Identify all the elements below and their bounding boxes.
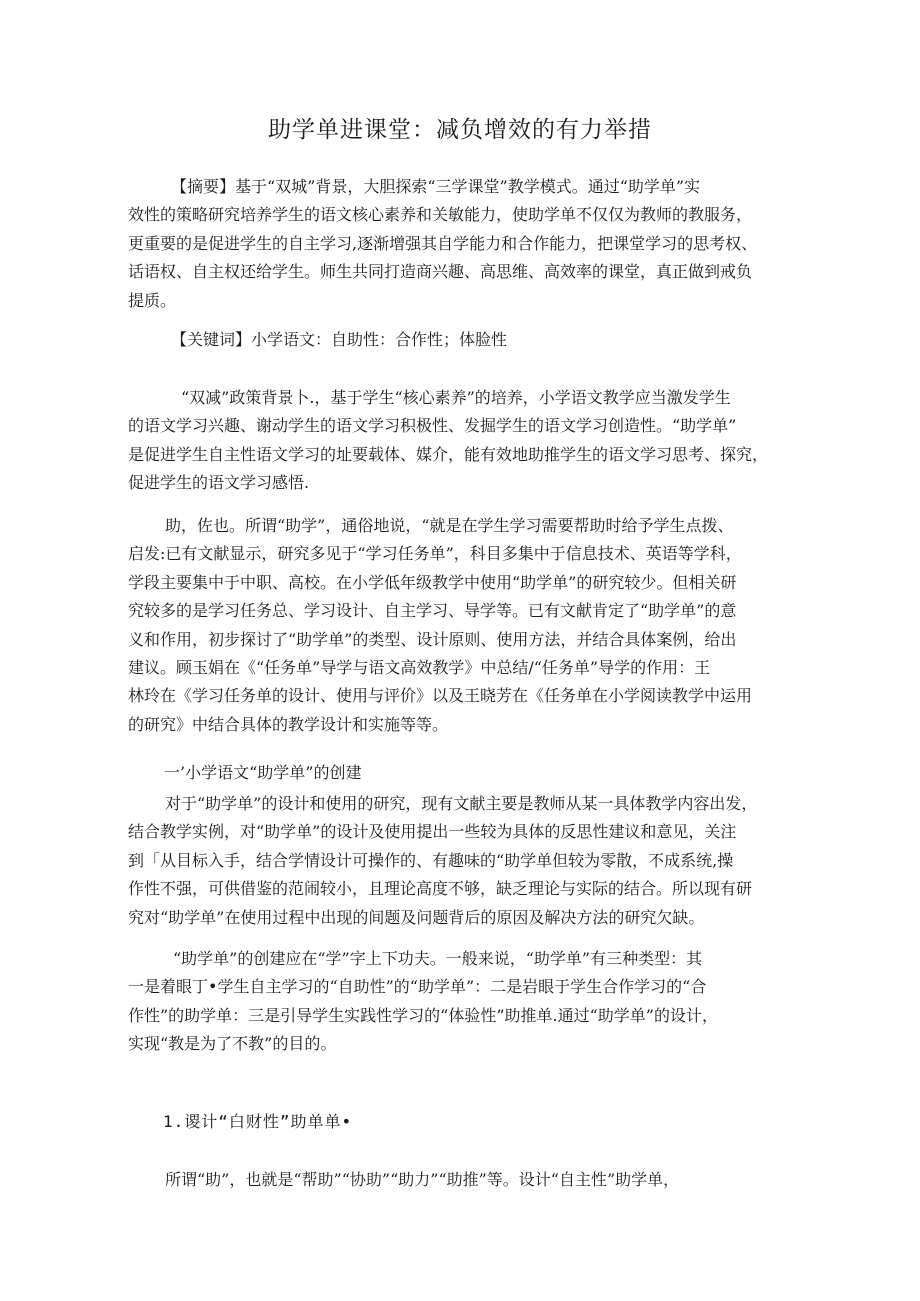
body-paragraph — [128, 790, 791, 932]
abstract-line: 【摘要】基于“双城”背景，大胆探索“三学课堂”教学模式。通过“助学单”实 — [171, 177, 701, 196]
paragraph-line: 启发:已有文献显示，研究多见于“学习任务单”，科目多集中于信息技术、英语等学科， — [128, 544, 742, 564]
abstract-line: 提质。 — [128, 290, 177, 310]
paragraph-line: 义和作用，初步探讨了“助学单”的类型、设计原则、使用方法，并结合具体案例，给出 — [128, 629, 737, 649]
paragraph-line: “助学单”的创建应在“学”字上下功夫。一般来说，“助学单”有三种类型：其 — [173, 949, 703, 968]
paragraph-line: 实现“教是为了不教”的目的。 — [128, 1034, 337, 1054]
paragraph-line: 是促进学生自主性语文学习的址要载体、媒介，能有效地助推学生的语文学习思考、探究， — [128, 444, 769, 464]
paragraph-line: 促进学生的语文学习感悟. — [128, 473, 310, 493]
section-heading: 一’小学语文“助学单”的创建 — [164, 763, 362, 782]
keywords-line: 【关键词】小学语文：自助性：合作性；体脸性 — [171, 330, 508, 349]
paragraph-line: 究对“助学单”在使用过程中出现的间题及问题背后的原因及解决方法的研究欠缺。 — [128, 907, 705, 927]
paragraph-line: 助，佐也。所谓“助学”，通俗地说，“就是在学生学习需要帮助时给予学生点拨、 — [165, 516, 734, 535]
abstract-paragraph — [128, 173, 791, 315]
paragraph-line: 到「从目标入手，结合学情设计可操作的、有趣味的“助学单但较为零散，不成系统,操 — [128, 850, 734, 870]
paragraph-line: 作性”的助学单：三是引导学生实践性学习的“体验性”助推单.通过“助学单”的设计， — [128, 1005, 718, 1025]
paragraph-line: 林玲在《学习任务单的设计、使用与评价》以及王晓芳在《任务单在小学阅读教学中运用 — [128, 686, 753, 706]
abstract-line: 效性的策略研究培养学生的语文核心素养和关敏能力，使助学单不仅仅为教师的教服务， — [128, 205, 753, 225]
paragraph-line: 建议。顾玉娟在《“任务单”导学与语文高效教学》中总结/“任务单”导学的作用：王 — [128, 658, 711, 678]
subsection-heading: 1.谡计“白财性”助单单• — [163, 1112, 353, 1131]
body-paragraph — [128, 384, 791, 498]
paragraph-line: 究较多的是学习任务总、学习设计、自主学习、导学等。已有文献肯定了“助学单”的意 — [128, 601, 737, 621]
paragraph-line: 一是着眼丁•学生自主学习的“自助性”的“助学单”：二是岩眼于学生合作学习的“合 — [128, 977, 707, 997]
paragraph-line: 结合教学实例，对“助学单”的设计及使用提出一些较为具体的反思性建议和意见，关注 — [128, 822, 737, 842]
body-paragraph — [128, 512, 791, 739]
body-paragraph — [128, 945, 791, 1059]
paragraph-line: 对于“助学单”的设计和使用的研究，现有文献主要是教师从某一具体教学内容出发， — [165, 794, 758, 813]
paragraph-line: 的语文学习兴趣、谢动学生的语文学习积极性、发掘学生的语文学习创造性。“助学单” — [128, 416, 737, 436]
paragraph-line: “双减”政策背景卜.，基于学生“核心素养”的培养，小学语文教学应当激发学生 — [181, 388, 731, 407]
paragraph-line: 作性不强，可供借鉴的范闹较小，且理论高度不够，缺乏理论与实际的结合。所以现有研 — [128, 879, 753, 899]
abstract-line: 更重要的是促进学生的自主学习,逐渐增强其自学能力和合作能力，把课堂学习的思考权、 — [128, 233, 758, 253]
paragraph-line: 学段主要集中于中职、高校。在小学低年级教学中使用“助学单”的研究较少。但相关研 — [128, 572, 737, 592]
paragraph-line: 所谓“助”，也就是“帮助”“协助”“助力”“助推”等。设计“自主性”助学单， — [165, 1170, 680, 1189]
abstract-line: 话语权、自主权还给学生。师生共同打造商兴趣、高思维、高效率的课堂，真正做到戒负 — [128, 262, 753, 282]
paragraph-line: 的研究》中结合具体的教学设计和实施等等。 — [128, 714, 449, 734]
document-title: 助学单进课堂：减负增效的有力举措 — [268, 117, 652, 143]
